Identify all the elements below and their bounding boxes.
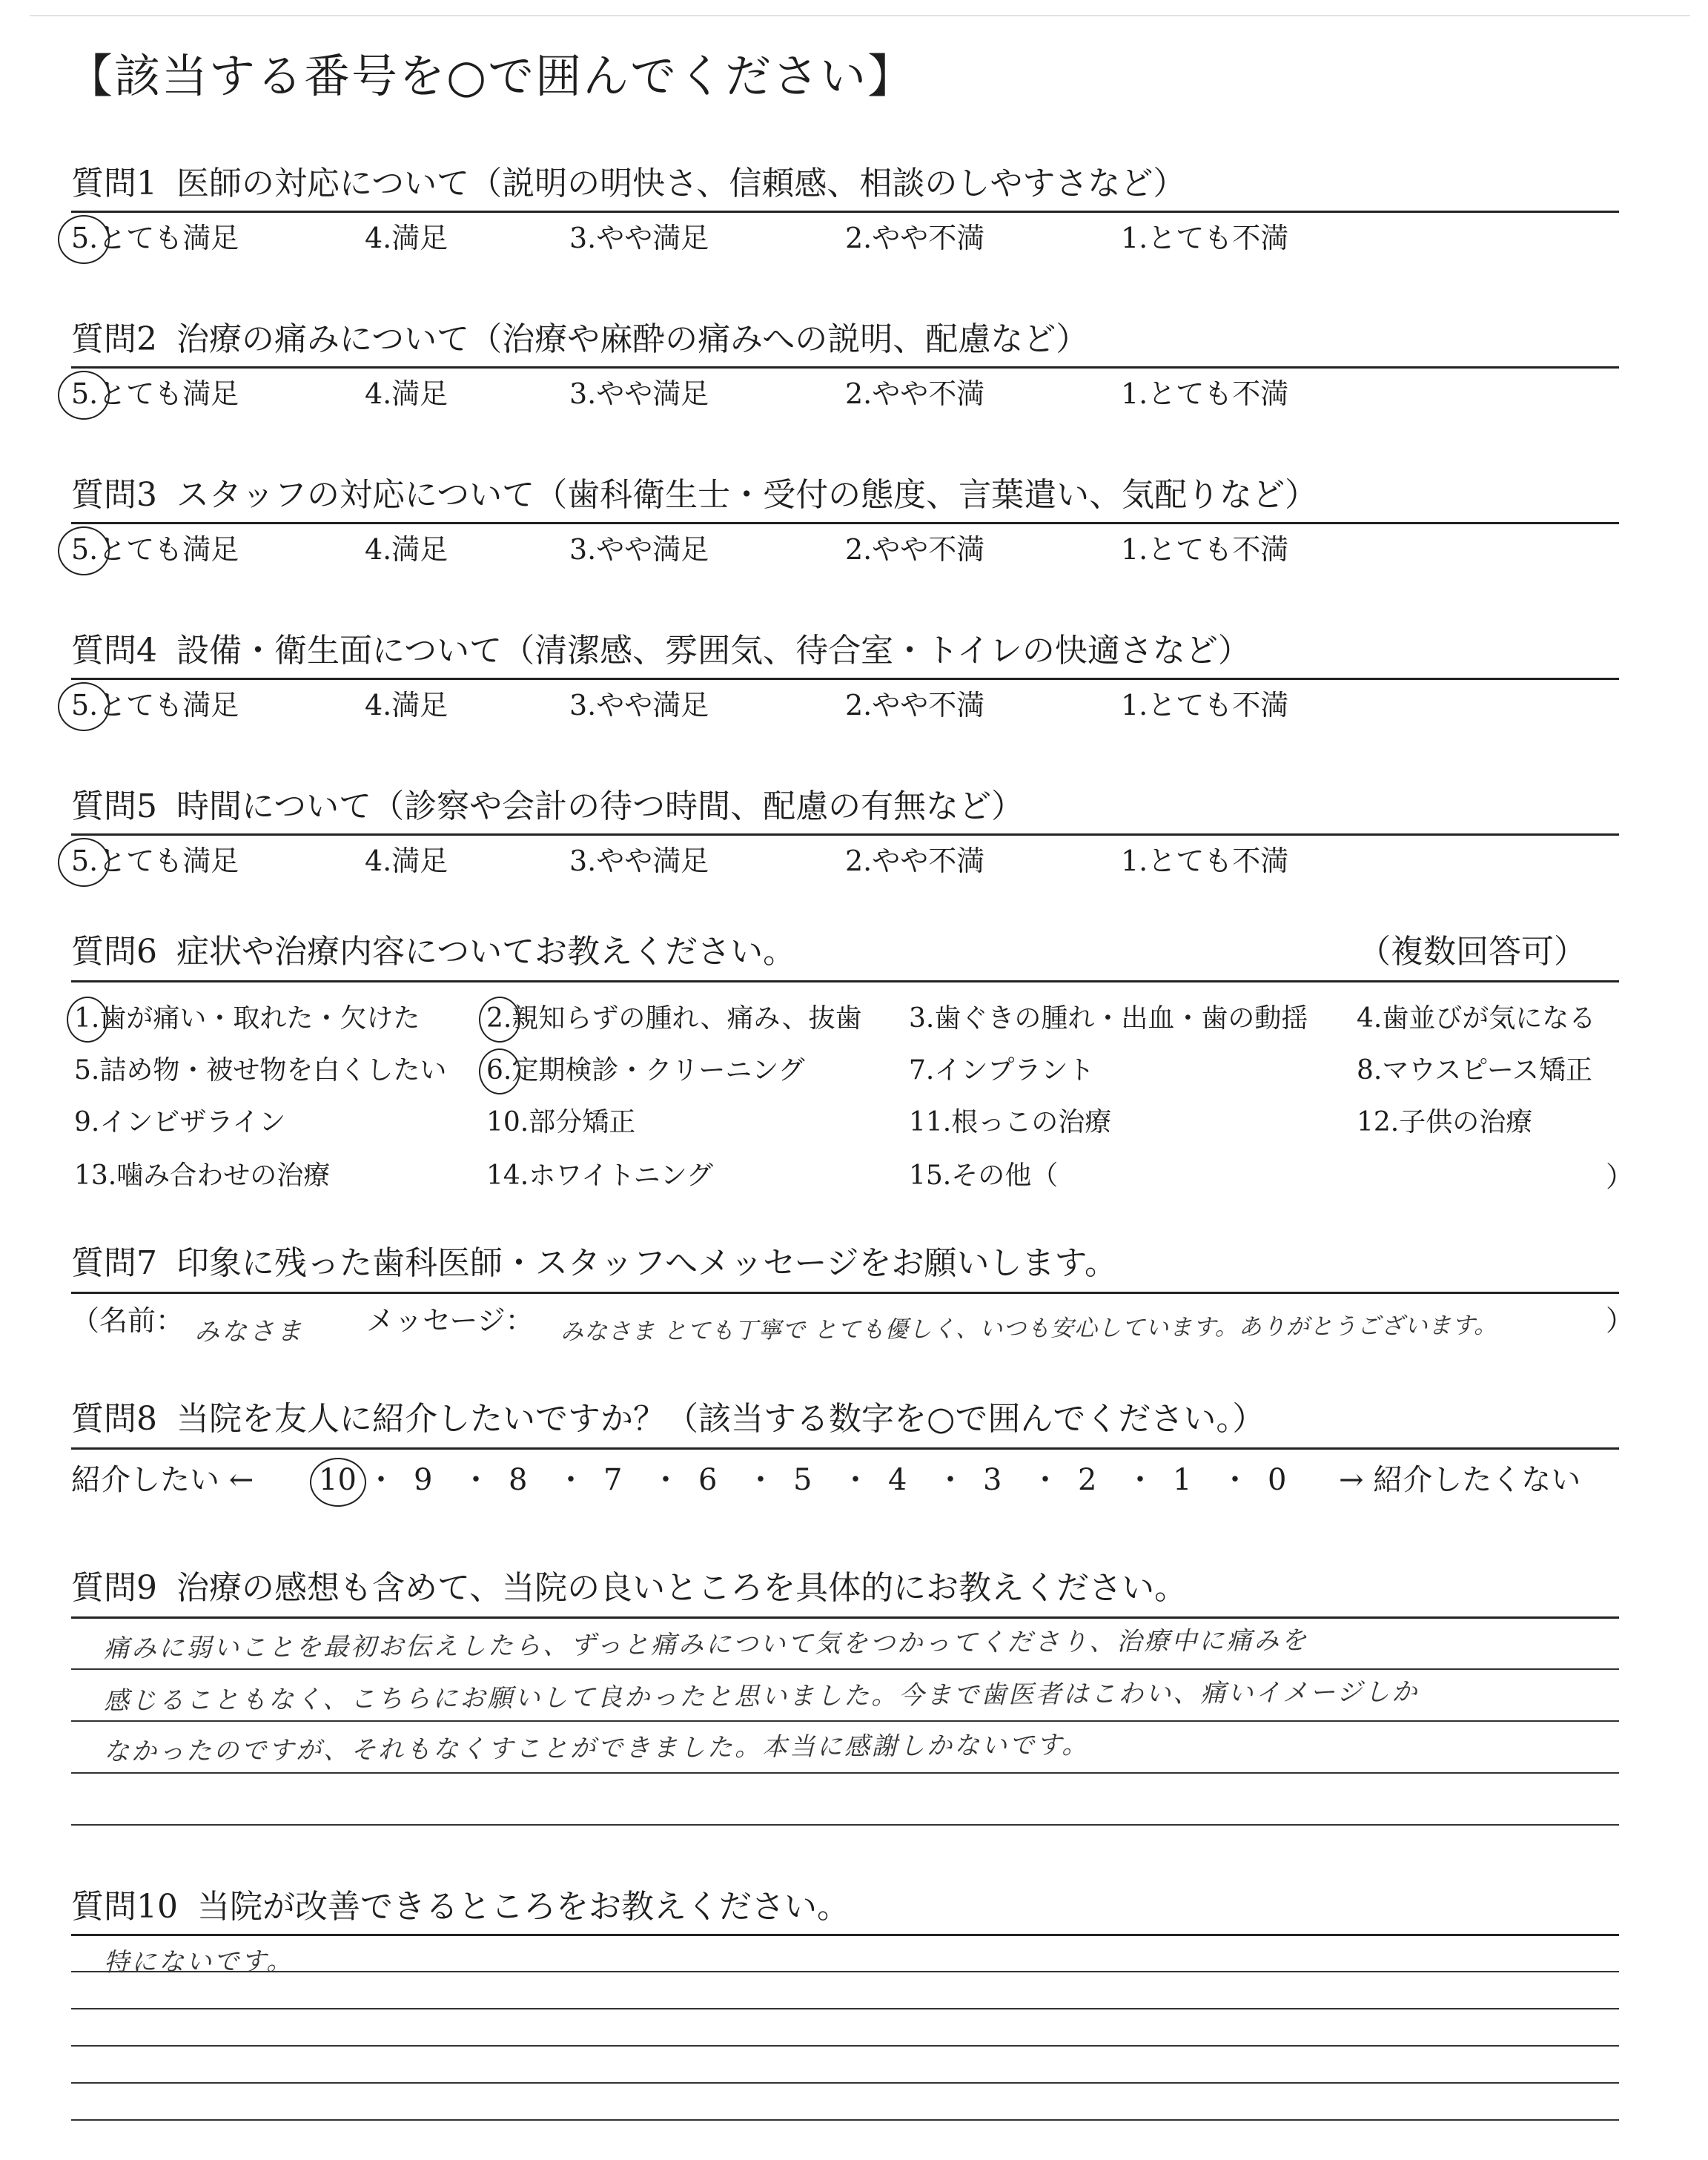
scale-separator: ・ [366, 1463, 396, 1497]
q6-option-9[interactable] [74, 1109, 285, 1136]
q1-title [71, 165, 1186, 202]
scale-value-3[interactable]: 3 [983, 1463, 1002, 1497]
option-label: とても不満 [1148, 533, 1289, 566]
q7-message-value[interactable]: みなさま とても丁寧で とても優しく、いつも安心しています。ありがとうございます。 [560, 1312, 1498, 1346]
q5-number: 質問5 [71, 787, 157, 825]
option-label: その他（ [951, 1160, 1059, 1191]
option-number: 11. [909, 1107, 952, 1137]
q9-answer-text: なかったのですが、それもなくすことができました。本当に感謝しかないです。 [103, 1730, 1090, 1767]
q9-answer-line [71, 1720, 1619, 1722]
q3-option-1[interactable] [1121, 535, 1288, 564]
q6-option-5[interactable] [74, 1057, 446, 1084]
option-number: 2. [845, 222, 873, 254]
option-number: 3. [569, 222, 597, 254]
q2-text: 治療の痛みについて（治療や麻酔の痛みへの説明、配慮など） [176, 320, 1089, 358]
q3-text: スタッフの対応について（歯科衛生士・受付の態度、言葉遣い、気配りなど） [176, 476, 1318, 514]
q3-selected-circle [58, 526, 110, 575]
option-label: やや満足 [596, 845, 709, 877]
q3-option-3[interactable] [569, 535, 709, 564]
option-number: 2. [845, 377, 873, 410]
q6-option-2-circle [479, 997, 520, 1043]
q6-option-8[interactable] [1357, 1057, 1592, 1084]
q7-rule [71, 1292, 1619, 1294]
option-number: 9. [74, 1107, 100, 1137]
option-number: 2. [845, 533, 873, 566]
option-number: 6. [486, 1055, 512, 1086]
option-label: 満足 [391, 222, 448, 254]
q6-other-close: ） [1606, 1160, 1635, 1193]
q10-answer-line [71, 2045, 1619, 2047]
q2-rule [71, 366, 1619, 369]
q6-option-15[interactable] [909, 1160, 1059, 1191]
q8-title [71, 1400, 1265, 1438]
option-label: 歯が痛い・取れた・欠けた [99, 1003, 420, 1034]
scale-separator: ・ [841, 1463, 870, 1497]
q2-option-4[interactable] [365, 377, 448, 410]
q3-option-4[interactable] [365, 535, 448, 564]
q7-message-label: メッセージ： [366, 1304, 534, 1337]
q6-option-13[interactable] [74, 1160, 331, 1191]
q2-option-3[interactable] [569, 377, 709, 410]
q9-answer-line [71, 1772, 1619, 1774]
q4-option-1[interactable] [1121, 691, 1288, 719]
option-label: やや不満 [872, 377, 985, 410]
q10-answer-text: 特にないです。 [103, 1946, 294, 1978]
option-number: 8. [1357, 1055, 1383, 1086]
option-label: やや不満 [872, 689, 985, 721]
option-label: ホワイトニング [529, 1160, 714, 1191]
scale-value-10[interactable]: 10 [319, 1463, 357, 1497]
q6-option-6-circle [479, 1048, 520, 1094]
q4-rule [71, 678, 1619, 680]
option-number: 5. [71, 533, 99, 566]
q9-answer-line [71, 1668, 1619, 1670]
scale-separator: ・ [1030, 1463, 1060, 1497]
scale-separator: ・ [651, 1463, 681, 1497]
q6-title [71, 933, 796, 971]
option-label: 歯並びが気になる [1382, 1003, 1596, 1034]
q10-title [71, 1888, 850, 1926]
scale-value-4[interactable]: 4 [888, 1463, 907, 1497]
q5-text: 時間について（診察や会計の待つ時間、配慮の有無など） [176, 787, 1025, 825]
q3-rule [71, 522, 1619, 524]
option-number: 1. [1121, 689, 1148, 721]
option-number: 3. [569, 845, 597, 877]
scale-value-8[interactable]: 8 [509, 1463, 528, 1497]
q6-option-1[interactable] [74, 1005, 420, 1032]
q5-title [71, 787, 1025, 825]
scale-value-2[interactable]: 2 [1078, 1463, 1097, 1497]
q4-title [71, 632, 1251, 670]
q10-answer-line [71, 2008, 1619, 2009]
q4-option-4[interactable] [365, 691, 448, 719]
option-label: やや満足 [596, 222, 709, 254]
q5-option-2[interactable] [845, 847, 984, 875]
option-label: やや不満 [872, 222, 985, 254]
q3-option-2[interactable] [845, 535, 984, 564]
option-label: とても不満 [1148, 845, 1289, 877]
q8-rule [71, 1447, 1619, 1450]
option-label: とても満足 [98, 377, 239, 410]
option-number: 1. [1121, 533, 1148, 566]
option-label: 歯ぐきの腫れ・出血・歯の動揺 [934, 1003, 1308, 1034]
option-number: 3. [569, 533, 597, 566]
q1-option-3[interactable] [569, 224, 709, 252]
q3-title [71, 476, 1318, 514]
q7-name-label: （名前： [71, 1304, 185, 1337]
scale-value-9[interactable]: 9 [414, 1463, 433, 1497]
option-label: マウスピース矯正 [1382, 1055, 1593, 1086]
option-label: 根っこの治療 [951, 1107, 1112, 1137]
q1-option-4[interactable] [365, 224, 448, 252]
q10-answer-line [71, 1971, 1619, 1972]
q6-option-3[interactable] [909, 1005, 1308, 1032]
q1-rule [71, 211, 1619, 213]
q4-selected-circle [58, 682, 110, 731]
option-number: 3. [569, 689, 597, 721]
option-label: 親知らずの腫れ、痛み、抜歯 [512, 1003, 862, 1034]
scale-separator: ・ [1125, 1463, 1155, 1497]
option-label: インプラント [934, 1055, 1095, 1086]
form-header: 【該当する番号を○で囲んでください】 [67, 49, 916, 103]
option-label: 詰め物・被せ物を白くしたい [99, 1055, 447, 1086]
q9-title [71, 1569, 1188, 1607]
q7-name-value[interactable]: みなさま [193, 1316, 305, 1347]
option-number: 1. [1121, 377, 1148, 410]
scale-value-7[interactable]: 7 [603, 1463, 623, 1497]
scale-separator: ・ [936, 1463, 965, 1497]
option-number: 5. [71, 689, 99, 721]
q3-number: 質問3 [71, 476, 157, 514]
option-number: 5. [71, 377, 99, 410]
q5-option-4[interactable] [365, 847, 448, 875]
option-label: 満足 [391, 533, 448, 566]
q8-right-label: → 紹介したくない [1339, 1463, 1581, 1497]
option-number: 13. [74, 1160, 117, 1191]
q1-option-1[interactable] [1121, 224, 1288, 252]
q8-text: 当院を友人に紹介したいですか？（該当する数字を○で囲んでください。） [176, 1400, 1265, 1438]
option-number: 4. [365, 222, 392, 254]
q6-number: 質問6 [71, 933, 157, 971]
q4-text: 設備・衛生面について（清潔感、雰囲気、待合室・トイレの快適さなど） [176, 632, 1251, 670]
option-label: やや満足 [596, 377, 709, 410]
q7-number: 質問7 [71, 1244, 157, 1282]
scale-separator: ・ [746, 1463, 775, 1497]
option-number: 7. [909, 1055, 935, 1086]
option-number: 4. [365, 533, 392, 566]
option-number: 4. [365, 689, 392, 721]
q2-option-1[interactable] [1121, 377, 1289, 410]
option-label: 満足 [391, 377, 448, 410]
q7-title [71, 1244, 1117, 1282]
q2-option-2[interactable] [845, 377, 985, 410]
scale-value-5[interactable]: 5 [793, 1463, 812, 1497]
q8-number: 質問8 [71, 1400, 157, 1438]
q6-option-4[interactable] [1357, 1005, 1595, 1032]
q6-option-6[interactable] [486, 1057, 805, 1084]
option-label: 噛み合わせの治療 [116, 1160, 331, 1191]
top-border [30, 15, 1690, 16]
option-label: やや不満 [872, 845, 985, 877]
option-number: 15. [909, 1160, 952, 1191]
option-label: とても満足 [98, 533, 239, 566]
q5-selected-circle [58, 838, 110, 887]
q8-selected-circle [310, 1458, 366, 1507]
q6-option-2[interactable] [486, 1005, 862, 1032]
q4-option-3[interactable] [569, 691, 709, 719]
option-label: 部分矯正 [529, 1107, 636, 1137]
q9-number: 質問9 [71, 1569, 157, 1607]
q2-selected-circle [58, 371, 110, 420]
q5-option-3[interactable] [569, 847, 709, 875]
q7-close: ） [1606, 1304, 1635, 1337]
q6-option-1-circle [67, 997, 108, 1043]
scale-separator: ・ [461, 1463, 491, 1497]
q6-text: 症状や治療内容についてお教えください。 [176, 933, 796, 971]
option-number: 2. [486, 1003, 512, 1034]
q6-option-11[interactable] [909, 1109, 1111, 1136]
option-number: 10. [486, 1107, 529, 1137]
q8-left-label: 紹介したい ← [71, 1463, 254, 1497]
q6-option-7[interactable] [909, 1057, 1094, 1084]
scale-value-6[interactable]: 6 [698, 1463, 718, 1497]
option-number: 12. [1357, 1107, 1400, 1137]
q9-answer-text: 痛みに弱いことを最初お伝えしたら、ずっと痛みについて気をつかってくださり、治療中に痛みを [103, 1625, 1309, 1664]
q6-option-14[interactable] [486, 1160, 714, 1191]
option-number: 1. [1121, 222, 1148, 254]
option-label: 満足 [391, 689, 448, 721]
q6-option-10[interactable] [486, 1109, 635, 1136]
q9-text: 治療の感想も含めて、当院の良いところを具体的にお教えください。 [176, 1569, 1188, 1607]
option-label: やや不満 [872, 533, 985, 566]
q9-answer-line [71, 1824, 1619, 1826]
q2-title [71, 320, 1089, 358]
q7-text: 印象に残った歯科医師・スタッフへメッセージをお願いします。 [176, 1244, 1117, 1282]
scale-separator: ・ [556, 1463, 586, 1497]
q9-answer-text: 感じることもなく、こちらにお願いして良かったと思いました。今まで歯医者はこわい、痛いイメージしか [103, 1677, 1420, 1717]
option-label: 子供の治療 [1399, 1107, 1533, 1137]
option-number: 4. [1357, 1003, 1383, 1034]
q10-answer-line [71, 1934, 1619, 1936]
scale-separator: ・ [1220, 1463, 1250, 1497]
option-number: 4. [365, 377, 392, 410]
option-number: 5. [74, 1055, 100, 1086]
option-number: 5. [71, 845, 99, 877]
q10-answer-line [71, 2082, 1619, 2084]
q9-answer-line [71, 1616, 1619, 1619]
option-label: とても満足 [98, 689, 239, 721]
option-number: 3. [569, 377, 597, 410]
q1-number: 質問1 [71, 165, 157, 202]
option-number: 1. [1121, 845, 1148, 877]
option-label: やや満足 [596, 689, 709, 721]
q6-note: （複数回答可） [1358, 933, 1586, 971]
option-label: 満足 [391, 845, 448, 877]
option-label: とても満足 [98, 222, 239, 254]
q1-selected-circle [58, 215, 110, 264]
q4-number: 質問4 [71, 632, 157, 670]
option-number: 3. [909, 1003, 935, 1034]
option-number: 2. [845, 689, 873, 721]
option-number: 2. [845, 845, 873, 877]
q10-text: 当院が改善できるところをお教えください。 [197, 1888, 850, 1926]
option-label: やや満足 [596, 533, 709, 566]
q5-rule [71, 833, 1619, 836]
option-label: とても不満 [1148, 689, 1289, 721]
q1-text: 医師の対応について（説明の明快さ、信頼感、相談のしやすさなど） [176, 165, 1186, 202]
option-label: インビザライン [99, 1107, 286, 1137]
option-number: 4. [365, 845, 392, 877]
q2-number: 質問2 [71, 320, 157, 358]
option-label: とても不満 [1148, 222, 1289, 254]
q5-option-1[interactable] [1121, 847, 1288, 875]
scale-value-1[interactable]: 1 [1173, 1463, 1192, 1497]
option-number: 1. [74, 1003, 100, 1034]
option-number: 5. [71, 222, 99, 254]
option-label: とても満足 [98, 845, 239, 877]
q6-rule [71, 980, 1619, 982]
q10-number: 質問10 [71, 1888, 178, 1926]
q4-option-2[interactable] [845, 691, 984, 719]
option-number: 14. [486, 1160, 529, 1191]
q10-answer-line [71, 2119, 1619, 2121]
option-label: 定期検診・クリーニング [512, 1055, 805, 1086]
option-label: とても不満 [1148, 377, 1289, 410]
scale-value-0[interactable]: 0 [1268, 1463, 1287, 1497]
q1-option-2[interactable] [845, 224, 984, 252]
q6-option-12[interactable] [1357, 1109, 1532, 1136]
